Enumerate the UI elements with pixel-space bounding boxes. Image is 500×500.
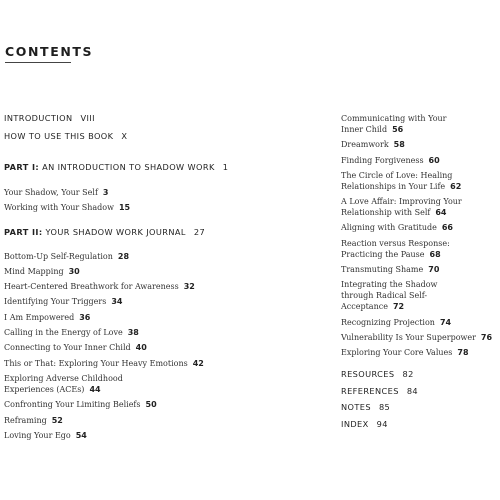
toc-entry[interactable]: Aligning with Gratitude 66 [341, 223, 453, 233]
toc-entry[interactable]: Integrating the Shadow through Radical Self-Acceptance 72 [341, 280, 438, 312]
left-column [4, 113, 314, 445]
toc-entry[interactable]: Confronting Your Limiting Beliefs 50 [4, 400, 157, 410]
toc-entry[interactable]: Heart-Centered Breathwork for Awareness 32 [4, 282, 195, 292]
toc-entry[interactable]: Working with Your Shadow 15 [4, 203, 131, 213]
toc-entry[interactable]: Vulnerability Is Your Superpower 76 [341, 332, 493, 342]
right-column [341, 113, 496, 435]
toc-entry[interactable]: Finding Forgiveness 60 [341, 155, 440, 165]
toc-part-1-heading[interactable]: PART I: AN INTRODUCTION TO SHADOW WORK 1 [4, 162, 229, 172]
toc-entry[interactable]: A Love Affair: Improving Your Relationship with Self 64 [341, 197, 462, 218]
toc-entry-how-to-use[interactable]: HOW TO USE THIS BOOK X [4, 130, 128, 141]
toc-entry[interactable]: Your Shadow, Your Self 3 [4, 188, 109, 197]
toc-entry-notes[interactable]: NOTES 85 [341, 402, 391, 413]
toc-entry[interactable]: Exploring Your Core Values 78 [341, 348, 469, 358]
toc-entry[interactable]: Reaction versus Response: Practicing the Pause 68 [341, 238, 450, 259]
toc-entry[interactable]: Loving Your Ego 54 [4, 430, 87, 440]
toc-entry[interactable]: I Am Empowered 36 [4, 312, 91, 322]
toc-entry[interactable]: The Circle of Love: Healing Relationships in Your Life 62 [341, 170, 462, 191]
page-number: X [121, 130, 128, 141]
toc-entry-resources[interactable]: RESOURCES 82 [341, 369, 414, 380]
page-number: VIII [80, 113, 95, 123]
toc-entry-introduction[interactable]: INTRODUCTION VIII [4, 113, 95, 123]
toc-entry[interactable]: Identifying Your Triggers 34 [4, 297, 123, 307]
toc-entry[interactable]: Mind Mapping 30 [4, 266, 80, 276]
toc-entry[interactable]: Bottom-Up Self-Regulation 28 [4, 251, 130, 261]
toc-entry[interactable]: Reframing 52 [4, 415, 63, 425]
toc-entry[interactable]: This or That: Exploring Your Heavy Emotions 42 [4, 358, 204, 368]
toc-entry[interactable]: Exploring Adverse Childhood Experiences (ACEs) 44 [4, 373, 123, 394]
toc-entry[interactable]: Connecting to Your Inner Child 40 [4, 343, 147, 353]
toc-entry[interactable]: Recognizing Projection 74 [341, 317, 452, 327]
page-number: 1 [222, 162, 229, 172]
toc-entry[interactable]: Communicating with Your Inner Child 56 [341, 114, 447, 134]
toc-entry-index[interactable]: INDEX 94 [341, 418, 388, 429]
page-number: 27 [193, 226, 206, 237]
toc-part-2-heading[interactable]: PART II: YOUR SHADOW WORK JOURNAL 27 [4, 226, 206, 237]
toc-entry[interactable]: Dreamwork 58 [341, 140, 405, 150]
contents-title: CONTENTS [5, 44, 94, 59]
title-underline [5, 62, 71, 63]
toc-entry[interactable]: Calling in the Energy of Love 38 [4, 328, 139, 338]
toc-entry-references[interactable]: REFERENCES 84 [341, 385, 419, 396]
toc-entry[interactable]: Transmuting Shame 70 [341, 265, 440, 275]
